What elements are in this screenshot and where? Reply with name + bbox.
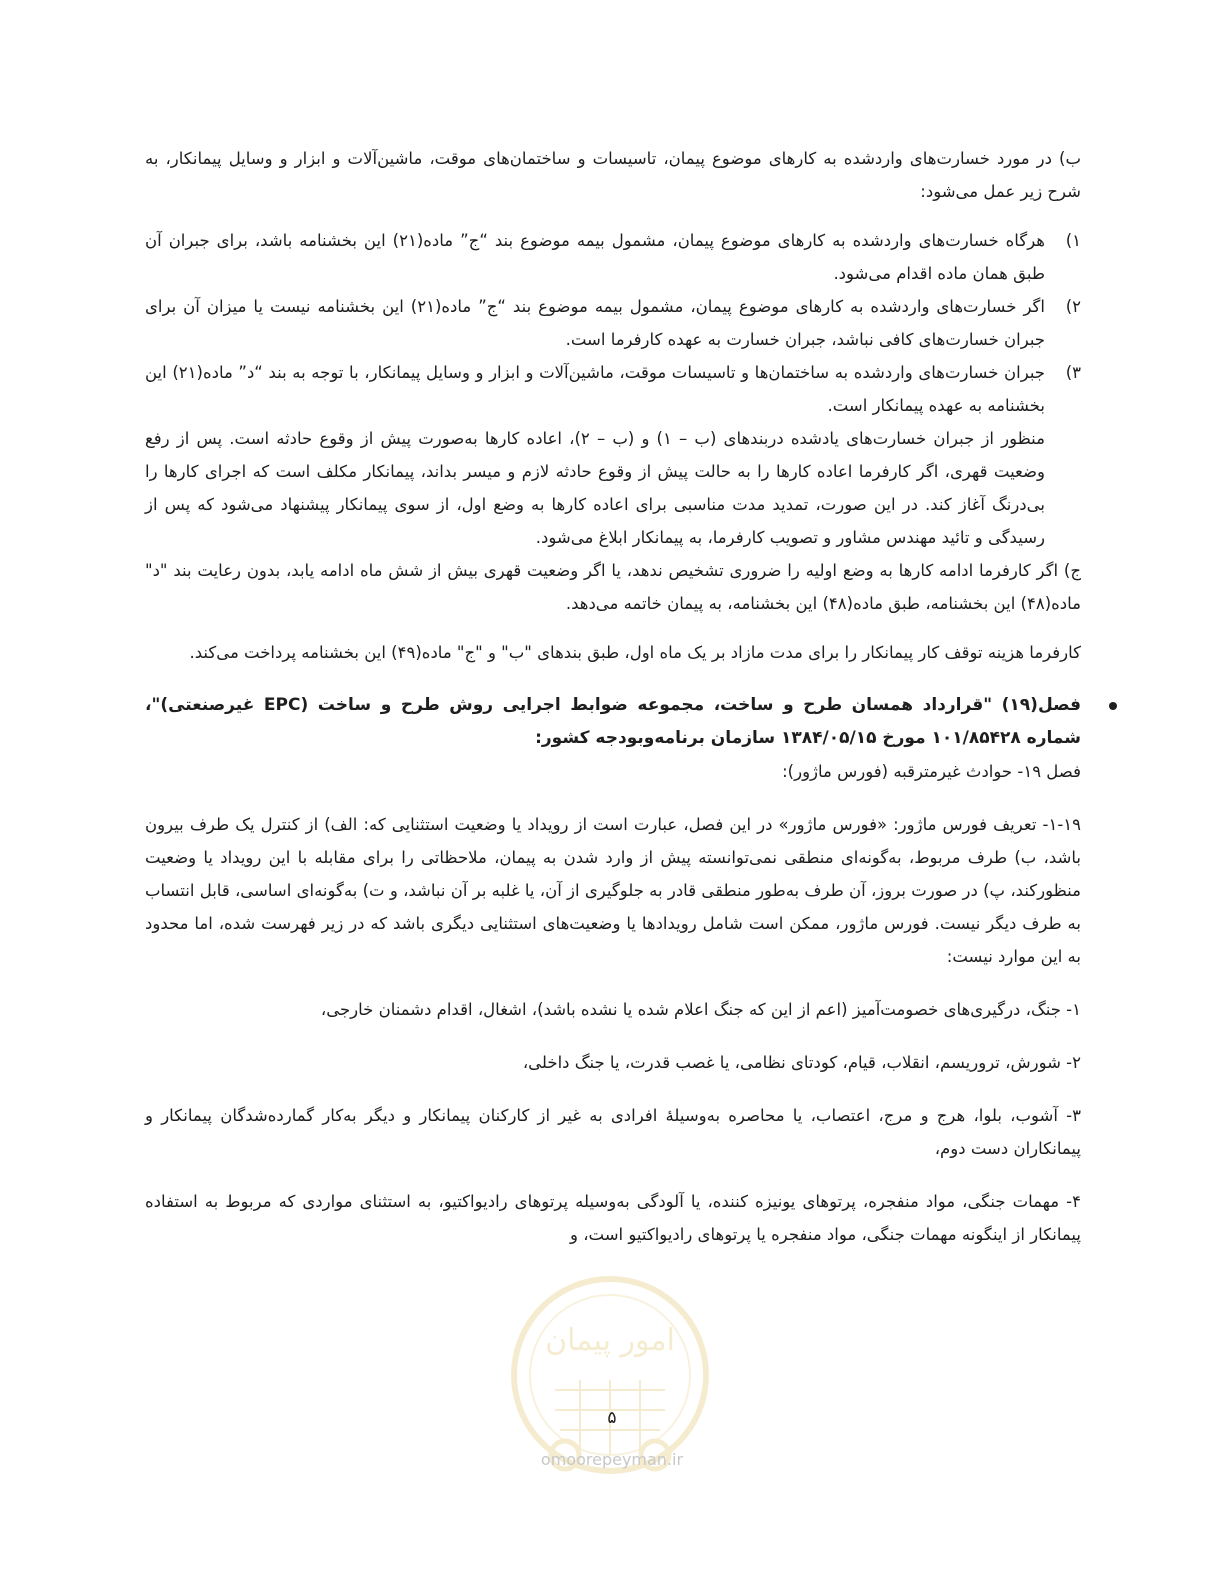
watermark-logo-icon — [505, 1270, 715, 1480]
section-b-list — [145, 224, 1081, 554]
section-b-intro: ب) در مورد خسارت‌های واردشده به کارهای موضوع پیمان، تاسیسات و ساختمان‌های موقت، ماشین‌آلات و ابزار و وسایل پیمانکار، به شرح زیر عمل می‌شود: — [145, 149, 1081, 201]
force-majeure-definition: ۱-۱۹- تعریف فورس ماژور: «فورس ماژور» در این فصل، عبارت است از رویداد یا وضعیت استثنایی که: الف) از کنترل یک طرف بیرون باشد، ب) طرف مربوط، به‌گونه‌ای منطقی نمی‌توانسته پیش از وارد شدن به پیمان، ملاحظاتی را برای مقابله با این رویداد یا وضعیت منظورکند، پ) در صورت بروز، آن طرف به‌طور منطقی قادر به جلوگیری از آن، یا غلبه بر آن نباشد، و ت) به‌گونه‌ای اساسی، قابل انتساب به طرف دیگر نیست. فورس ماژور، ممکن است شامل رویدادها یا وضعیت‌های استثنایی دیگری باشد که در زیر فهرست شده، اما محدود به این موارد نیست: — [145, 815, 1081, 966]
list-item-text: اگر خسارت‌های واردشده به کارهای موضوع پیمان، مشمول بیمه موضوع بند “ج” ماده(۲۱) این بخشنامه نیست یا میزان آن برای جبران خسارت‌های کافی نباشد، جبران خسارت به عهده کارفرما است. — [145, 297, 1045, 349]
event-item: ۳- آشوب، بلوا، هرج و مرج، اعتصاب، یا محاصره به‌وسیلهٔ افرادی به غیر از کارکنان پیمانکار و دیگر به‌کار گمارده‌شدگان پیمانکار و پیمانکاران دست دوم، — [145, 1106, 1081, 1158]
section-c: ج) اگر کارفرما ادامه کارها به وضع اولیه را ضروری تشخیص ندهد، یا اگر وضعیت قهری بیش از شش ماه ادامه یابد، بدون رعایت بند "د" ماده(۴۸) این بخشنامه، طبق ماده(۴۸) این بخشنامه، به پیمان خاتمه می‌دهد. — [145, 561, 1081, 613]
event-item: ۴- مهمات جنگی، مواد منفجره، پرتوهای یونیزه کننده، یا آلودگی به‌وسیله پرتوهای رادیواکتیو، به استثنای مواردی که مربوط به استفاده پیمانکار از اینگونه مهمات جنگی، مواد منفجره یا پرتوهای رادیواکتیو است، و — [145, 1192, 1081, 1244]
bullet-icon — [1109, 702, 1117, 710]
event-item: ۱- جنگ، درگیری‌های خصومت‌آمیز (اعم از این که جنگ اعلام شده یا نشده باشد)، اشغال، اقدام دشمنان خارجی، — [320, 1000, 1081, 1019]
event-item: ۲- شورش، تروریسم، انقلاب، قیام، کودتای نظامی، یا غصب قدرت، یا جنگ داخلی، — [522, 1053, 1081, 1072]
chapter-title: فصل ۱۹- حوادث غیرمترقبه (فورس ماژور): — [782, 762, 1081, 781]
compensation-note: منظور از جبران خسارت‌های یادشده دربندهای (ب – ۱) و (ب – ۲)، اعاده کارها به‌صورت پیش از وقوع حادثه است. پس از رفع وضعیت قهری، اگر کارفرما اعاده کارها را به حالت پیش از وقوع حادثه لازم و میسر بداند، پیمانکار مکلف است که اجرای کارها را بی‌درنگ آغاز کند. در این صورت، تمدید مدت مناسبی برای اعاده کارها به وضع اول، از سوی پیمانکار پیشنهاد می‌شود که پس از رسیدگی و تائید مهندس مشاور و تصویب کارفرما، به پیمانکار ابلاغ می‌شود. — [145, 429, 1046, 547]
list-item-number: ۲) — [1065, 297, 1081, 316]
watermark-logo-text: امور پیمان — [545, 1323, 675, 1358]
bullet-heading-item — [145, 689, 1081, 755]
list-item — [145, 356, 1081, 422]
list-item-number: ۱) — [1065, 231, 1081, 250]
list-item — [145, 224, 1081, 290]
list-item — [145, 290, 1081, 356]
payment-note: کارفرما هزینه توقف کار پیمانکار را برای مدت مازاد بر یک ماه اول، طبق بندهای "ب" و "ج" ماده(۴۹) این بخشنامه پرداخت می‌کند. — [189, 643, 1081, 662]
list-item-number: ۳) — [1065, 363, 1081, 382]
watermark-url: omoorepeyman.ir — [540, 1450, 684, 1469]
list-item-text: جبران خسارت‌های واردشده به ساختمان‌ها و تاسیسات موقت، ماشین‌آلات و ابزار و وسایل پیمانکار، با توجه به بند “د” ماده(۲۱) این بخشنامه به عهده پیمانکار است. — [145, 363, 1045, 415]
list-item-text: هرگاه خسارت‌های واردشده به کارهای موضوع پیمان، مشمول بیمه موضوع بند “ج” ماده(۲۱) این بخشنامه باشد، برای جبران آن طبق همان ماده اقدام می‌شود. — [145, 231, 1045, 283]
page-number: ۵ — [607, 1408, 617, 1428]
bullet-heading: فصل(۱۹) "قرارداد همسان طرح و ساخت، مجموعه ضوابط اجرایی روش طرح و ساخت (EPC غیرصنعتی)"، شماره ۱۰۱/۸۵۴۲۸ مورخ ۱۳۸۴/۰۵/۱۵ سازمان برنامه‌وبودجه کشور: — [145, 695, 1081, 748]
page-content — [145, 142, 1081, 1251]
